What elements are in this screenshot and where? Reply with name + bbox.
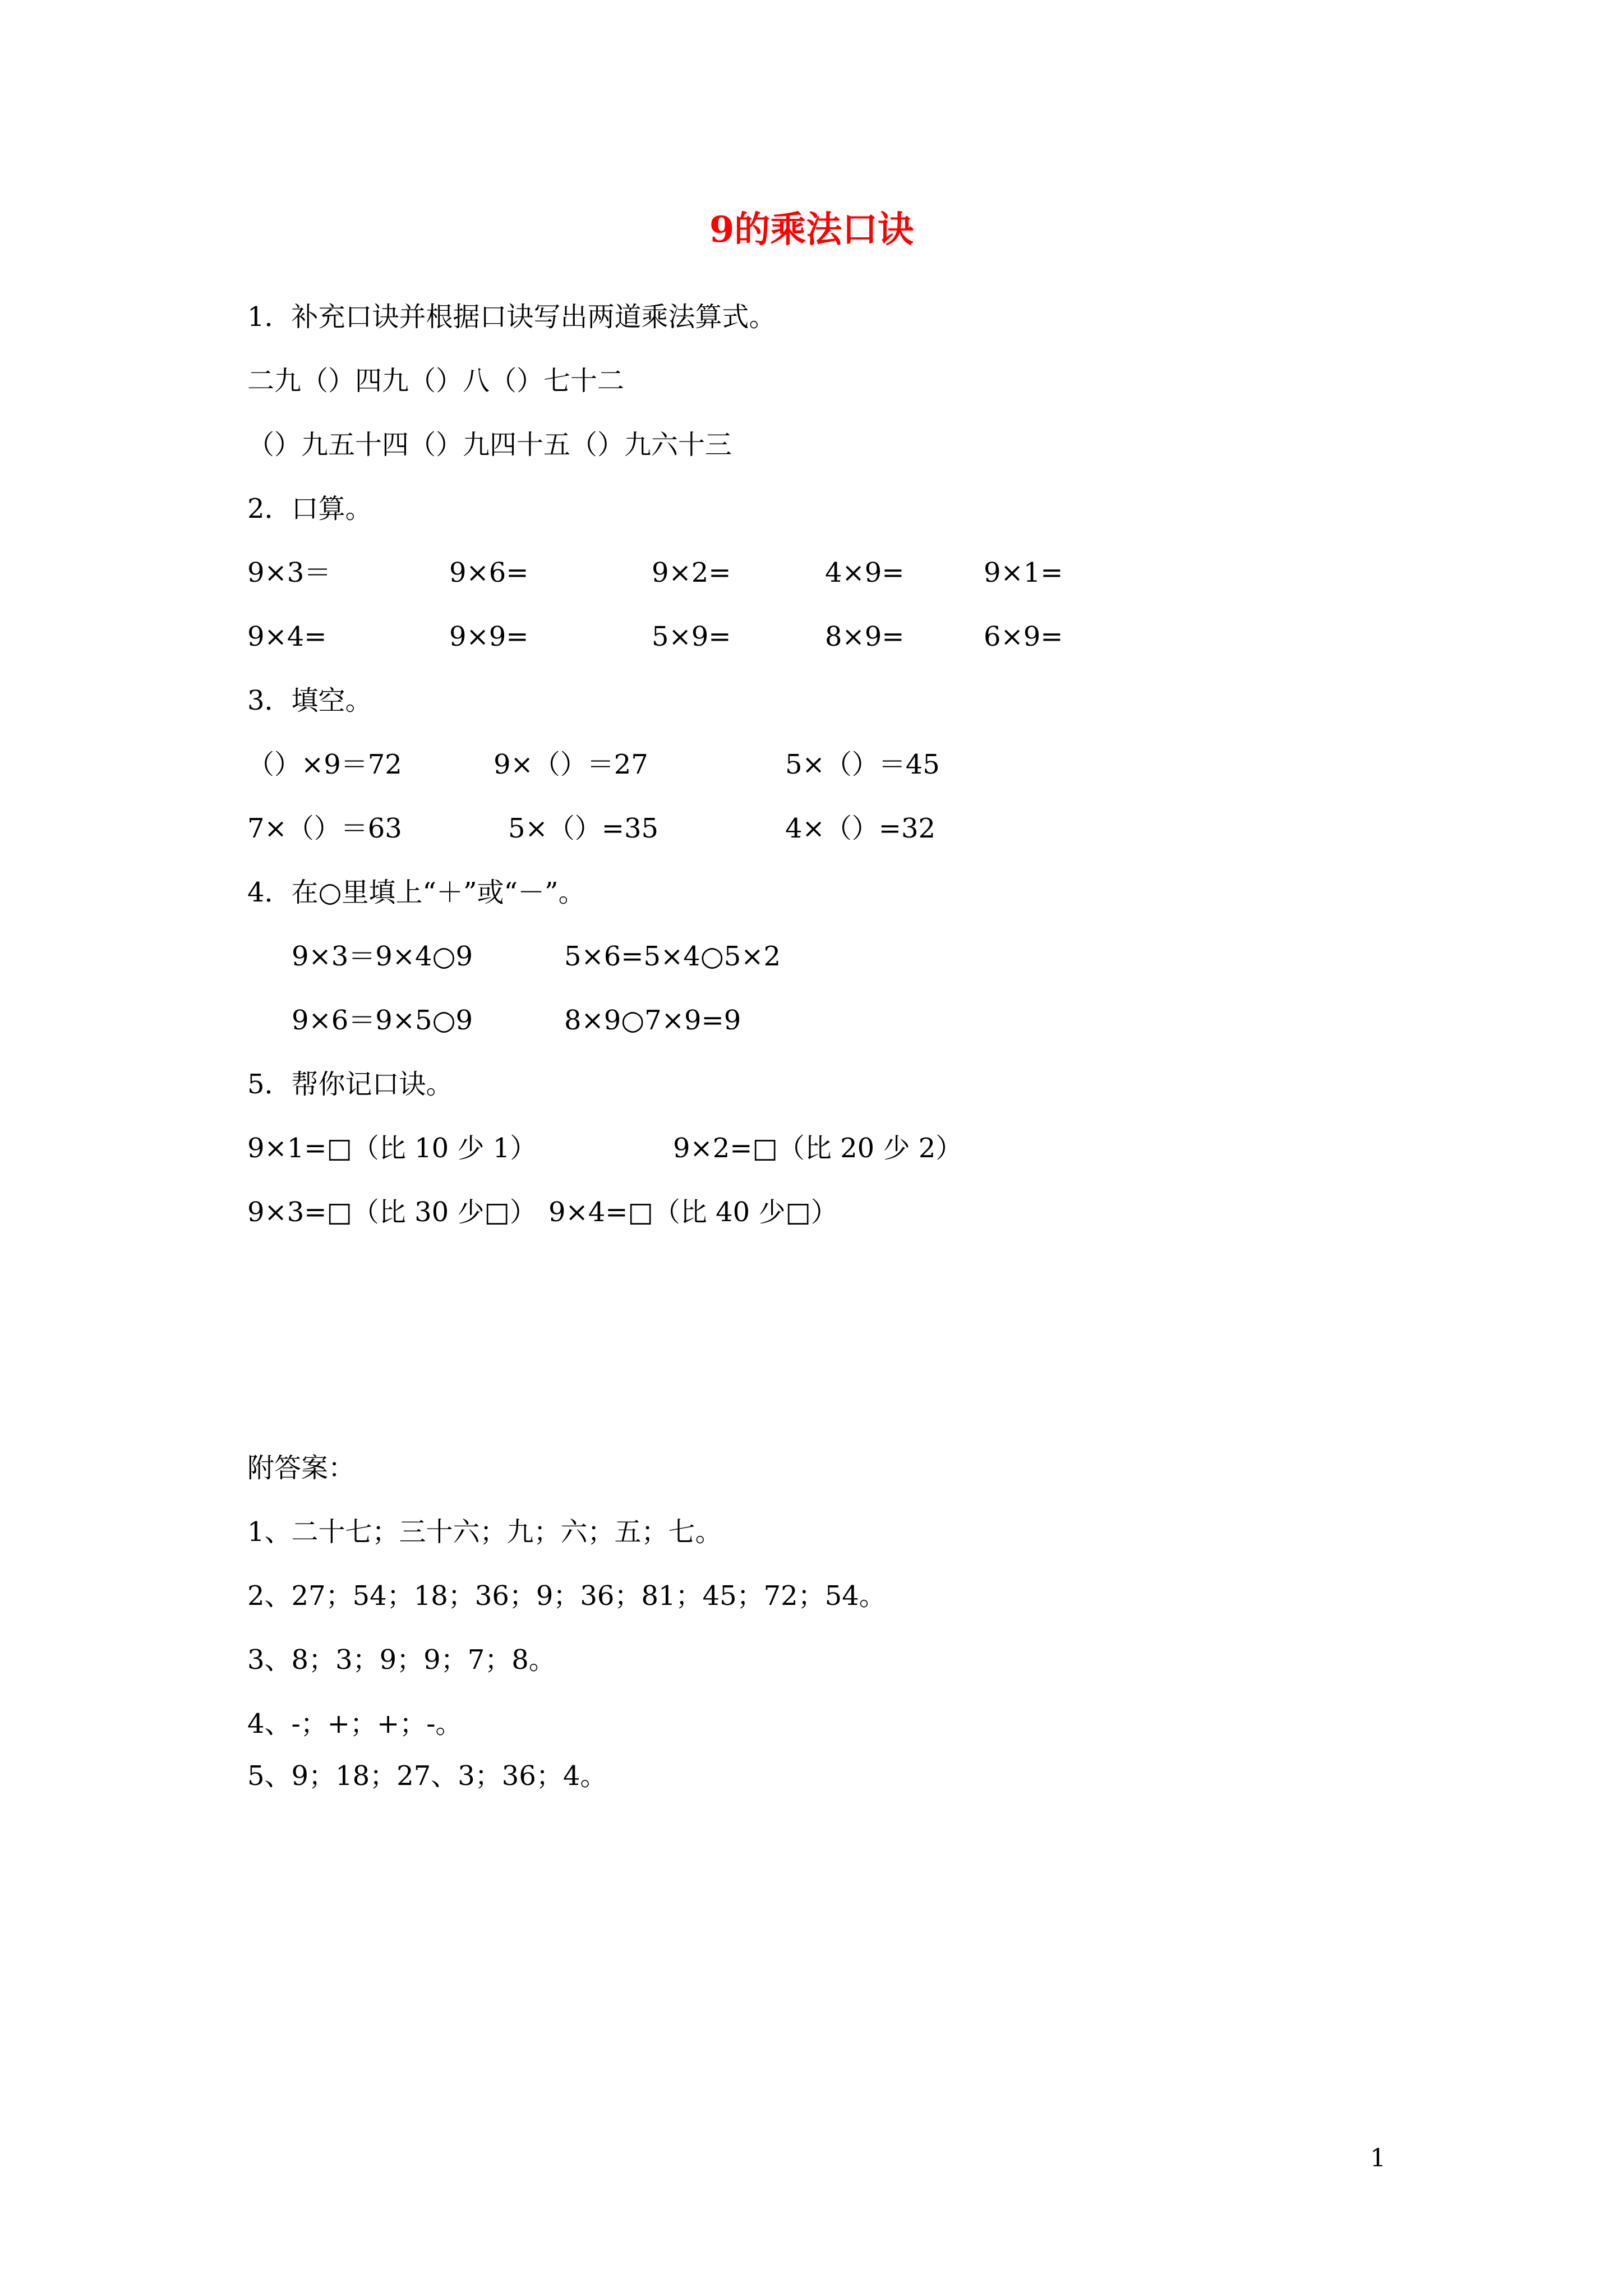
mnemonic-item: 9×1=□（比 10 少 1） <box>247 1133 537 1164</box>
answer-5: 5、9；18；27、3；36；4。 <box>247 1760 607 1792</box>
oral-calc-item: 9×6= <box>449 557 529 588</box>
fill-blank-item: 7×（）＝63 <box>247 813 402 844</box>
operator-fill-item: 8×9○7×9=9 <box>564 1005 741 1036</box>
fill-blank-item: 5×（）＝45 <box>785 749 940 780</box>
page-number: 1 <box>1370 2144 1386 2173</box>
oral-calc-item: 9×2= <box>652 557 731 588</box>
page-title: 9的乘法口诀 <box>709 209 914 251</box>
oral-calc-item: 5×9= <box>652 621 731 652</box>
answer-4: 4、-；+；+；-。 <box>247 1708 463 1740</box>
oral-calc-item: 9×4= <box>247 621 327 652</box>
oral-calc-item: 4×9= <box>825 557 905 588</box>
answer-2: 2、27；54；18；36；9；36；81；45；72；54。 <box>247 1580 886 1612</box>
mnemonic-item: 9×4=□（比 40 少□） <box>548 1197 838 1228</box>
question-5-heading: 5．帮你记口诀。 <box>247 1069 453 1100</box>
answers-heading: 附答案： <box>247 1452 356 1484</box>
question-1-line-2: （）九五十四（）九四十五（）九六十三 <box>247 429 732 461</box>
operator-fill-item: 9×3＝9×4○9 <box>292 941 473 972</box>
question-4-heading: 4．在○里填上“＋”或“－”。 <box>247 877 585 908</box>
question-1-line-1: 二九（）四九（）八（）七十二 <box>247 365 625 397</box>
mnemonic-item: 9×2=□（比 20 少 2） <box>673 1133 963 1164</box>
fill-blank-item: （）×9＝72 <box>247 749 402 780</box>
oral-calc-item: 9×9= <box>449 621 529 652</box>
question-1-heading: 1．补充口诀并根据口诀写出两道乘法算式。 <box>247 301 776 333</box>
operator-fill-item: 5×6=5×4○5×2 <box>564 941 781 972</box>
oral-calc-item: 6×9= <box>984 621 1063 652</box>
mnemonic-item: 9×3=□（比 30 少□） <box>247 1197 537 1228</box>
answer-3: 3、8；3；9；9；7；8。 <box>247 1644 556 1676</box>
oral-calc-item: 9×1= <box>984 557 1063 588</box>
question-2-heading: 2．口算。 <box>247 493 372 524</box>
question-3-heading: 3．填空。 <box>247 685 372 716</box>
fill-blank-item: 9×（）＝27 <box>494 749 648 780</box>
oral-calc-item: 9×3＝ <box>247 557 331 588</box>
oral-calc-item: 8×9= <box>825 621 905 652</box>
fill-blank-item: 4×（）=32 <box>785 813 936 844</box>
answer-1: 1、二十七；三十六；九；六；五；七。 <box>247 1516 722 1548</box>
operator-fill-item: 9×6＝9×5○9 <box>292 1005 473 1036</box>
fill-blank-item: 5×（）=35 <box>508 813 659 844</box>
